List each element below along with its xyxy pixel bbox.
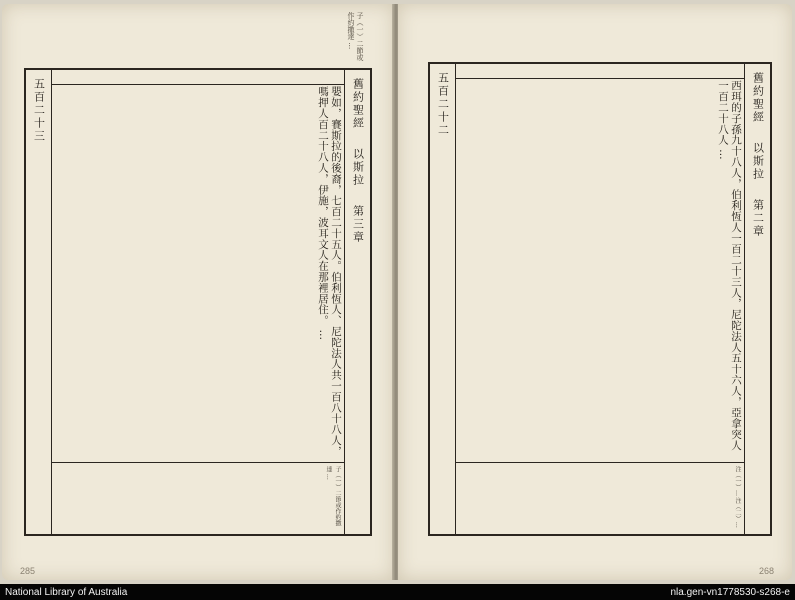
- right-body-text: 西珥的子孫九十八人，伯利恆人一百二十三人，尼陀法人五十六人，亞拿突人一百二十八人 …: [717, 80, 742, 451]
- left-book-name: 以斯拉: [351, 148, 365, 187]
- right-text-frame: [428, 62, 772, 536]
- right-verse-index: [456, 64, 744, 79]
- left-body-text: 嬰如，賽斯拉的後裔，七百二十五人。伯利恆人、尼陀法人共一百八十八人，嗎押人百二十八人，伊施，波耳文人在那裡居住。 …: [317, 86, 342, 457]
- left-chapter: 第三章: [351, 205, 365, 244]
- left-top-notes: 子（一）二節或作約撒達 …: [347, 12, 364, 61]
- library-footer: [0, 584, 795, 600]
- left-page-number: 五百二十三: [32, 78, 46, 143]
- right-page-number-column: [430, 64, 456, 534]
- left-footnotes: 子（一）二節或作約撒達 …: [52, 462, 344, 534]
- right-page: [398, 4, 792, 580]
- left-verse-index: [52, 70, 344, 85]
- right-pencil-mark: 268: [758, 566, 774, 576]
- right-book-name: 以斯拉: [751, 142, 765, 181]
- footer-library-name: National Library of Australia: [5, 586, 128, 598]
- left-page: [2, 4, 394, 580]
- left-running-header: [344, 70, 370, 534]
- right-book-title: 舊約聖經: [751, 72, 765, 124]
- right-page-number: 五百二十二: [436, 72, 450, 137]
- left-text-frame: [24, 68, 372, 536]
- left-book-title: 舊約聖經: [351, 78, 365, 130]
- left-page-number-column: [26, 70, 52, 534]
- left-pencil-mark: 285: [20, 566, 36, 576]
- right-footnotes: 注（一）… 注（二）…: [456, 462, 744, 534]
- right-chapter: 第二章: [751, 199, 765, 238]
- footer-identifier: nla.gen-vn1778530-s268-e: [670, 586, 790, 598]
- right-running-header: [744, 64, 770, 534]
